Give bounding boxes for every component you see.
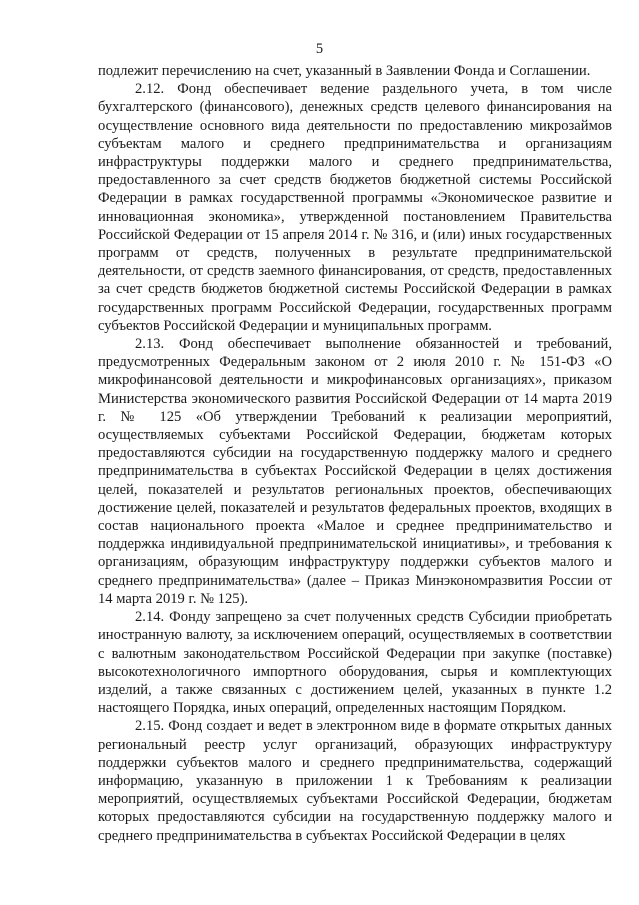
paragraph-2-12: 2.12. Фонд обеспечивает ведение раздельного учета, в том числе бухгалтерского (финансового), денежных средств целевого финансирования на осуществление основного вида деятельности по предоставлению микрозаймов субъектам малого и среднего предпринимательства и организациям инфраструктуры поддержки малого и среднего предпринимательства, предоставленного за счет средств бюджетов бюджетной системы Российской Федерации в рамках государственной программы «Экономическое развитие и инновационная экономика», утвержденной постановлением Правительства Российской Федерации от 15 апреля 2014 г. № 316, и (или) иных государственных программ от средств, полученных в результате предпринимательской деятельности, от средств заемного финансирования, от средств, предоставленных за счет средств бюджетов бюджетной системы Российской Федерации в рамках государственных программ Российской Федерации, государственных программ субъектов Российской Федерации и муниципальных программ. [98, 81, 612, 334]
paragraph-2-14: 2.14. Фонду запрещено за счет полученных средств Субсидии приобретать иностранную валюту, за исключением операций, осуществляемых в соответствии с валютным законодательством Российской Федерации при закупке (поставке) высокотехнологичного импортного оборудования, сырья и комплектующих изделий, а также связанных с достижением целей, указанных в пункте 1.2 настоящего Порядка, иных операций, определенных настоящим Порядком. [98, 609, 612, 717]
paragraph-continuation: подлежит перечислению на счет, указанный в Заявлении Фонда и Соглашении. [98, 63, 591, 79]
paragraph-2-13: 2.13. Фонд обеспечивает выполнение обязанностей и требований, предусмотренных Федеральным законом от 2 июля 2010 г. № 151-ФЗ «О микрофинансовой деятельности и микрофинансовых организациях», приказом Министерства экономического развития Российской Федерации от 14 марта 2019 г. № 125 «Об утверждении Требований к реализации мероприятий, осуществляемых субъектами Российской Федерации, бюджетам которых предоставляются субсидии на государственную поддержку малого и среднего предпринимательства в субъектах Российской Федерации в целях достижения целей, показателей и результатов региональных проектов, обеспечивающих достижение целей, показателей и результатов федеральных проектов, входящих в состав национального проекта «Малое и среднее предпринимательство и поддержка индивидуальной предпринимательской инициативы», и требования к организациям, образующим инфраструктуру поддержки субъектов малого и среднего предпринимательства» (далее – Приказ Минэкономразвития России от 14 марта 2019 г. № 125). [98, 336, 612, 607]
page-number: 5 [315, 41, 324, 57]
document-body [98, 62, 612, 845]
paragraph-2-15: 2.15. Фонд создает и ведет в электронном виде в формате открытых данных региональный реестр услуг организаций, образующих инфраструктуру поддержки субъектов малого и среднего предпринимательства, содержащий информацию, указанную в приложении 1 к Требованиям к реализации мероприятий, осуществляемых субъектами Российской Федерации, бюджетам которых предоставляются субсидии на государственную поддержку малого и среднего предпринимательства в субъектах Российской Федерации в целях [98, 718, 612, 844]
